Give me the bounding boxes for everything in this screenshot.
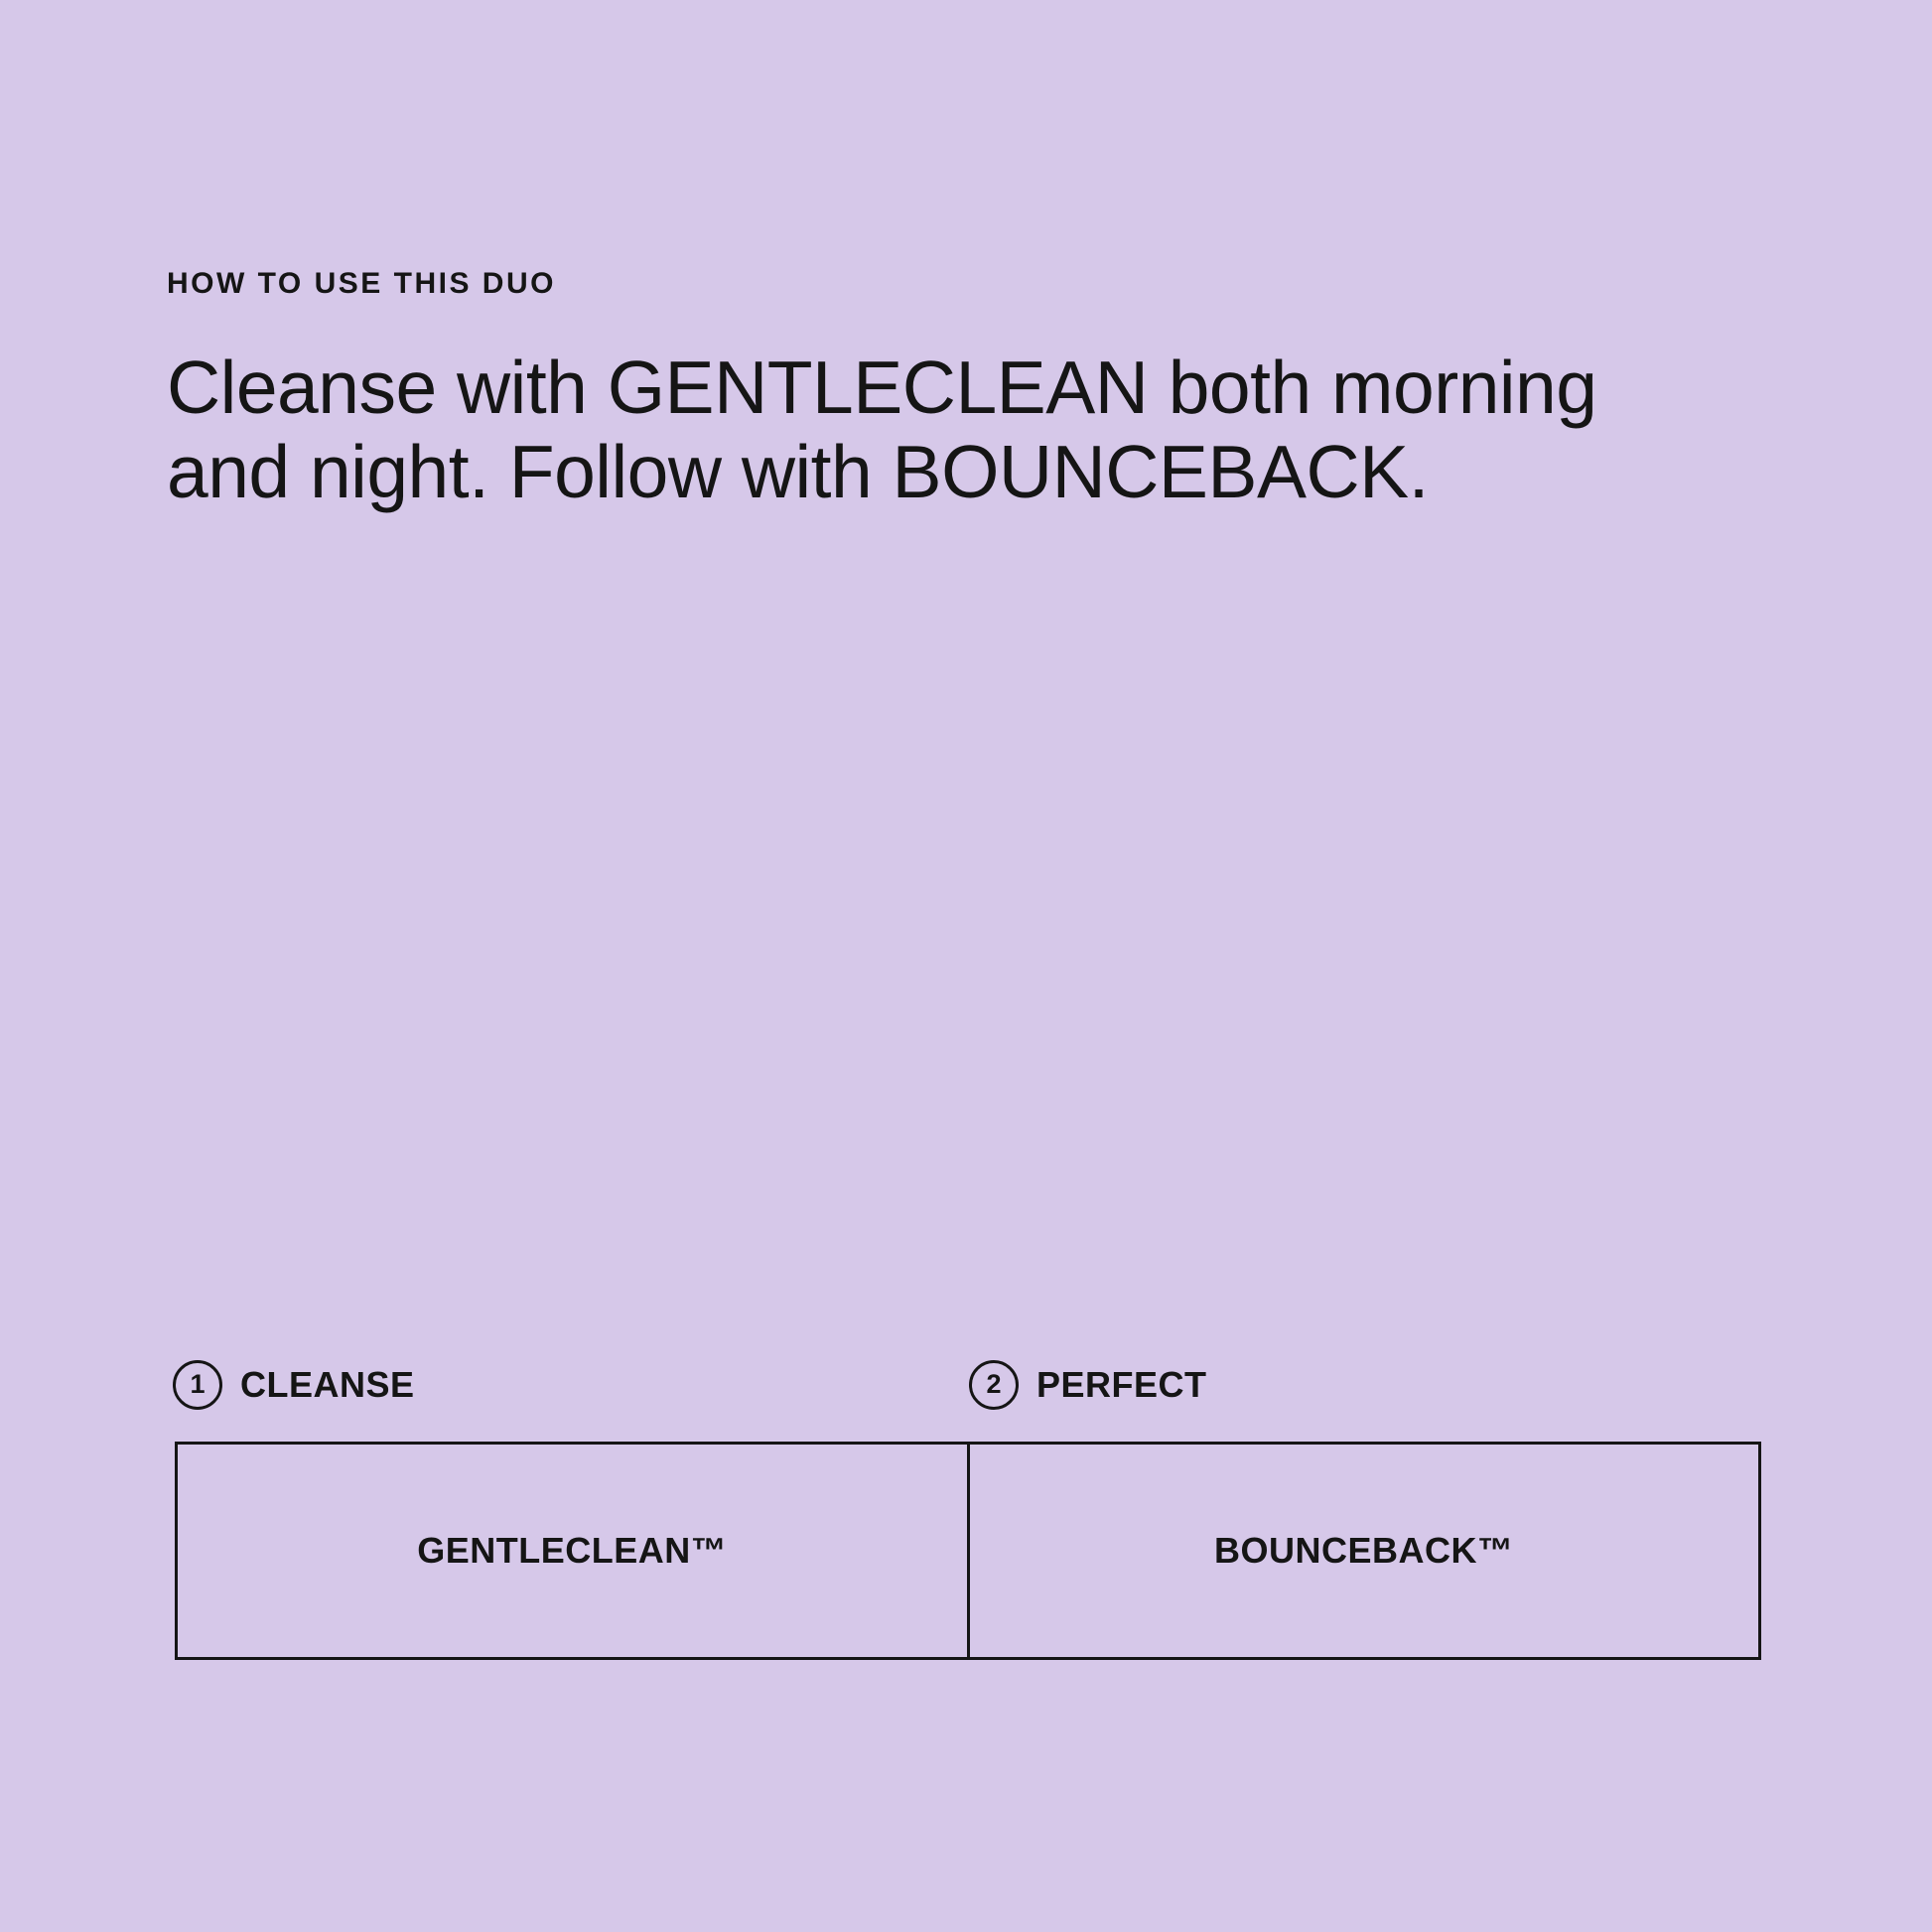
product-cell-bounceback xyxy=(967,1445,1759,1657)
product-name-gentleclean: GENTLECLEAN™ xyxy=(417,1530,728,1571)
step-1-label: CLEANSE xyxy=(240,1364,415,1405)
section-kicker: HOW TO USE THIS DUO xyxy=(167,267,556,300)
product-name-bounceback: BOUNCEBACK™ xyxy=(1214,1530,1514,1571)
step-2-number-circle-icon xyxy=(969,1360,1019,1410)
headline-line-1: Cleanse with GENTLECLEAN both morning xyxy=(167,345,1597,429)
step-2-label: PERFECT xyxy=(1036,1364,1207,1405)
step-1-number: 1 xyxy=(190,1368,206,1399)
step-cleanse xyxy=(173,1360,415,1410)
product-cell-gentleclean xyxy=(178,1445,967,1657)
product-table xyxy=(175,1442,1761,1660)
headline-line-2: and night. Follow with BOUNCEBACK. xyxy=(167,430,1430,513)
step-2-number: 2 xyxy=(986,1368,1002,1399)
step-perfect xyxy=(969,1360,1207,1410)
headline xyxy=(167,345,1596,514)
step-1-number-circle-icon xyxy=(173,1360,222,1410)
